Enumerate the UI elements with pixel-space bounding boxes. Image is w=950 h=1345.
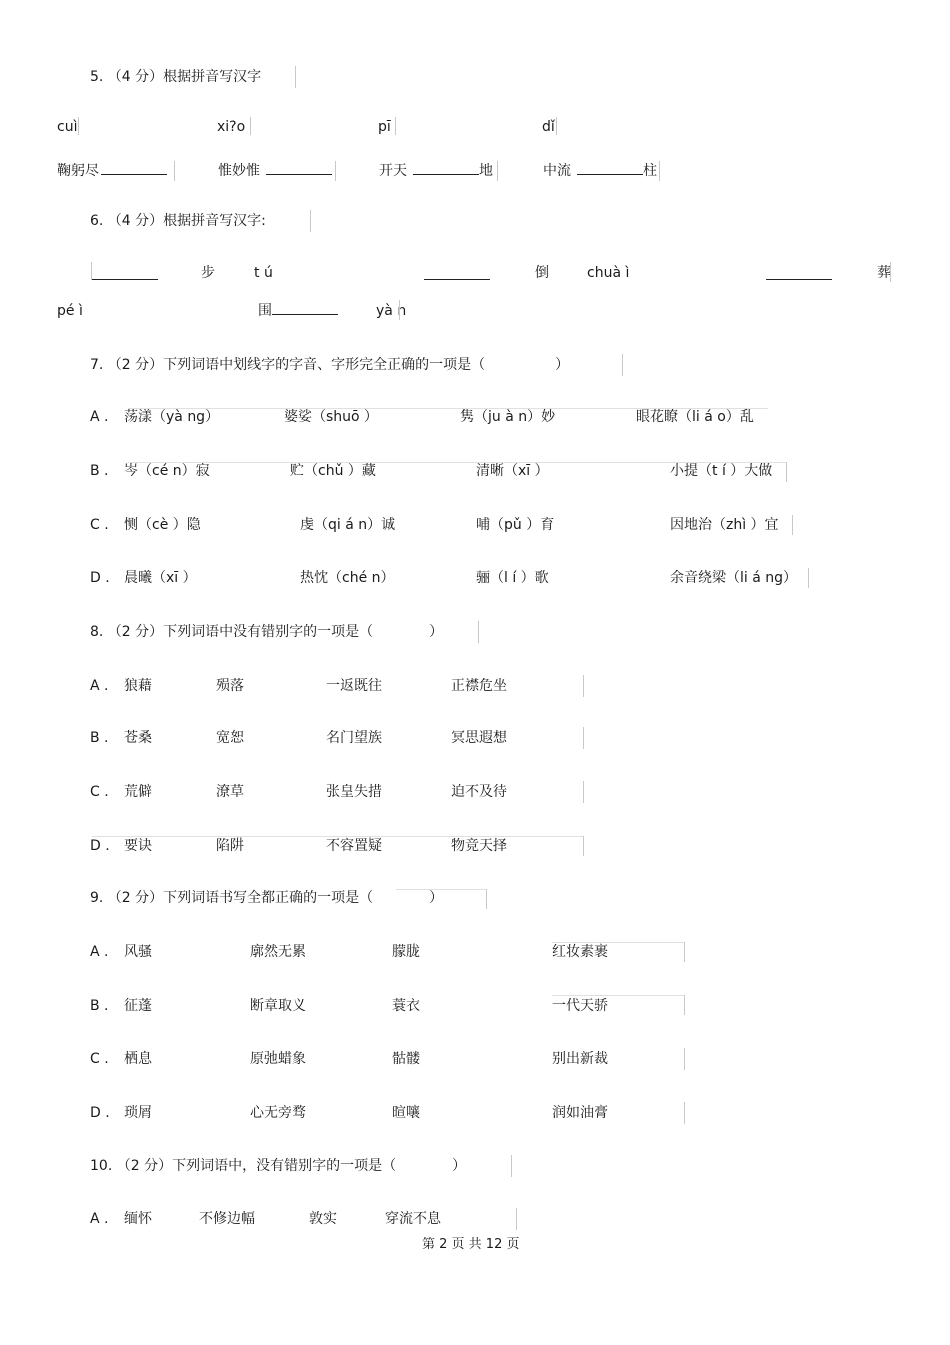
divider [659,161,660,181]
q7-option-b-item: 贮（chǔ ）藏 [290,463,376,479]
q8-option-c-item: 迫不及待 [451,784,507,800]
q7-header: 7. （2 分）下列词语中划线字的字音、字形完全正确的一项是（ ） [90,357,570,373]
q7-option-c-item: 恻（cè ）隐 [124,517,201,533]
rule-line [128,462,786,463]
rule-line [128,408,768,409]
q8-option-a-item: 狼藉 [124,678,152,694]
q7-option-d-item: 骊（l í ）歌 [476,570,549,586]
divider [684,1102,685,1124]
q9-option-b-item: 一代天骄 [552,998,608,1014]
q7-option-d-item: 晨曦（xī ） [124,570,197,586]
q7-option-b-label[interactable]: B . [90,463,109,479]
q6-pinyin-pei: pé ì [57,303,83,319]
answer-blank[interactable] [766,279,832,280]
answer-blank[interactable] [266,162,332,175]
divider [497,161,498,181]
q6-char-dao: 倒 [535,265,549,281]
q7-option-c-item: 哺（pǔ ）育 [476,517,555,533]
q9-option-c-label[interactable]: C . [90,1051,109,1067]
answer-blank[interactable] [101,162,167,175]
rule-line [92,836,583,837]
q5-word-2: 惟妙惟 [218,162,332,180]
q7-option-a-item: 隽（ju à n）妙 [460,409,556,425]
answer-blank[interactable] [272,302,338,315]
q8-option-d-label[interactable]: D . [90,838,110,854]
divider [310,210,311,232]
q9-option-d-item: 暄嚷 [392,1105,420,1121]
q9-option-c-item: 别出新裁 [552,1051,608,1067]
q9-option-b-label[interactable]: B . [90,998,109,1014]
divider [684,995,685,1015]
divider [890,262,891,282]
divider [583,675,584,697]
divider [511,1155,512,1177]
q8-header: 8. （2 分）下列词语中没有错别字的一项是（ ） [90,624,444,640]
q6-char-wei: 围 [258,302,338,320]
q7-option-a-label[interactable]: A . [90,409,109,425]
q7-option-b-item: 小提（t í ）大做 [670,463,773,479]
q8-option-b-item: 名门望族 [326,730,382,746]
q6-char-zang: 葬 [877,265,891,281]
q5-pinyin-4: dǐ [542,119,555,135]
divider [583,781,584,803]
q5-word-4: 中流 柱 [543,163,657,179]
rule-line [552,942,684,943]
divider [91,262,92,280]
q7-option-b-item: 清晰（xī ） [476,463,549,479]
q7-option-c-item: 因地治（zhì ）宜 [670,517,779,533]
q6-pinyin-yan: yà n [376,303,407,319]
q8-option-d-item: 陷阱 [216,838,244,854]
q7-option-c-label[interactable]: C . [90,517,109,533]
q5-pinyin-1: cuì [57,119,78,135]
q10-option-a-item: 敦实 [309,1211,337,1227]
q9-option-c-item: 原弛蜡象 [250,1051,306,1067]
divider [556,117,557,135]
q9-option-d-item: 润如油膏 [552,1105,608,1121]
q5-word-3: 开天 地 [379,163,493,179]
divider [684,1048,685,1070]
q9-option-a-label[interactable]: A . [90,944,109,960]
q8-option-a-item: 正襟危坐 [451,678,507,694]
q10-option-a-item: 穿流不息 [385,1211,441,1227]
q9-option-a-item: 风骚 [124,944,152,960]
q10-option-a-label[interactable]: A . [90,1211,109,1227]
q9-option-d-item: 心无旁骛 [250,1105,306,1121]
divider [622,354,623,376]
divider [786,462,787,482]
q6-header: 6. （4 分）根据拼音写汉字: [90,213,266,229]
answer-blank[interactable] [413,162,479,175]
divider [792,515,793,535]
answer-blank[interactable] [424,279,490,280]
q8-option-b-item: 苍桑 [124,730,152,746]
q7-option-d-item: 余音绕梁（li á ng） [670,570,798,586]
divider [516,1208,517,1230]
q8-option-d-item: 物竞天择 [451,838,507,854]
page-number: 第 2 页 共 12 页 [422,1237,520,1252]
divider [250,117,251,135]
divider [174,161,175,181]
divider [295,66,296,88]
q8-option-c-label[interactable]: C . [90,784,109,800]
q9-option-d-label[interactable]: D . [90,1105,110,1121]
q6-char-bu: 步 [201,265,215,281]
q5-header: 5. （4 分）根据拼音写汉字 [90,69,262,85]
q8-option-d-item: 不容置疑 [326,838,382,854]
divider [478,621,479,643]
q7-option-a-item: 眼花瞭（li á o）乱 [636,409,754,425]
divider [684,942,685,962]
q8-option-b-item: 冥思遐想 [451,730,507,746]
q9-option-d-item: 琐屑 [124,1105,152,1121]
q9-option-b-item: 征蓬 [124,998,152,1014]
q9-option-c-item: 骷髅 [392,1051,420,1067]
q9-option-a-item: 朦胧 [392,944,420,960]
divider [399,300,400,320]
q9-option-b-item: 蓑衣 [392,998,420,1014]
rule-line [552,995,684,996]
q8-option-c-item: 荒僻 [124,784,152,800]
divider [78,117,79,135]
q10-option-a-item: 缅怀 [124,1211,152,1227]
answer-blank[interactable] [92,279,158,280]
q8-option-a-item: 一返既往 [326,678,382,694]
q9-option-a-item: 红妆素裹 [552,944,608,960]
divider [335,161,336,181]
q9-option-c-item: 栖息 [124,1051,152,1067]
q9-option-b-item: 断章取义 [250,998,306,1014]
q8-option-c-item: 张皇失措 [326,784,382,800]
q7-option-c-item: 虔（qi á n）诚 [300,517,396,533]
q7-option-d-item: 热忱（ché n） [300,570,395,586]
q7-option-b-item: 岑（cé n）寂 [124,463,210,479]
q7-option-a-item: 荡漾（yà ng） [124,409,220,425]
q8-option-d-item: 要诀 [124,838,152,854]
divider [395,117,396,135]
q8-option-a-label[interactable]: A . [90,678,109,694]
q5-word-1: 鞠躬尽 [57,162,167,180]
q7-option-a-item: 婆娑（shuō ） [284,409,379,425]
q7-option-d-label[interactable]: D . [90,570,110,586]
q8-option-b-item: 宽恕 [216,730,244,746]
divider [583,727,584,749]
q8-option-c-item: 潦草 [216,784,244,800]
q9-option-a-item: 廓然无累 [250,944,306,960]
q9-header: 9. （2 分）下列词语书写全都正确的一项是（ ） [90,890,444,906]
divider [583,836,584,856]
q10-option-a-item: 不修边幅 [199,1211,255,1227]
q6-pinyin-chuai: chuà ì [587,265,630,281]
divider [486,889,487,909]
divider [808,568,809,588]
q8-option-b-label[interactable]: B . [90,730,109,746]
answer-blank[interactable] [577,162,643,175]
rule-line [396,889,486,890]
q5-pinyin-3: pī [378,119,391,135]
q6-pinyin-tu: t ú [254,265,273,281]
q8-option-a-item: 殒落 [216,678,244,694]
q5-pinyin-2: xi?o [217,119,246,135]
q10-header: 10. （2 分）下列词语中，没有错别字的一项是（ ） [90,1158,467,1174]
